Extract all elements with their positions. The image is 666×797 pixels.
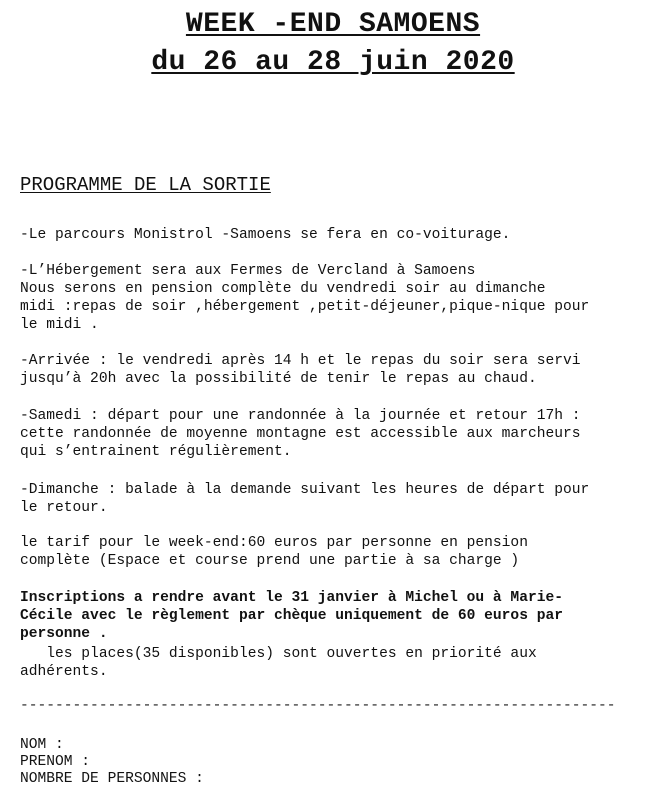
form-label-nombre-personnes: NOMBRE DE PERSONNES : xyxy=(20,771,204,787)
text-line: le tarif pour le week-end:60 euros par personne en pension xyxy=(20,535,528,551)
paragraph-samedi xyxy=(20,407,660,461)
text-line: complète (Espace et course prend une partie à sa charge ) xyxy=(20,553,520,569)
paragraph-arrivee xyxy=(20,352,660,388)
document-title-line-1: WEEK -END SAMOENS xyxy=(185,9,481,40)
paragraph-tarif xyxy=(20,534,660,570)
section-title: PROGRAMME DE LA SORTIE xyxy=(20,174,271,196)
text-line: adhérents. xyxy=(20,664,108,680)
text-line: les places(35 disponibles) sont ouvertes en priorité aux xyxy=(20,646,537,662)
text-line: -Arrivée : le vendredi après 14 h et le repas du soir sera servi xyxy=(20,353,581,369)
text-line: cette randonnée de moyenne montagne est accessible aux marcheurs xyxy=(20,426,581,442)
paragraph-hebergement xyxy=(20,262,660,334)
form-label-nom: NOM : xyxy=(20,737,64,753)
paragraph-dimanche xyxy=(20,481,660,517)
text-line: jusqu’à 20h avec la possibilité de tenir le repas au chaud. xyxy=(20,371,537,387)
paragraph-places xyxy=(20,645,660,681)
text-line: Cécile avec le règlement par chèque uniquement de 60 euros par xyxy=(20,608,563,624)
paragraph-covoiturage xyxy=(20,226,660,244)
document-title-line-2: du 26 au 28 juin 2020 xyxy=(151,47,515,78)
text-line: Nous serons en pension complète du vendredi soir au dimanche xyxy=(20,281,546,297)
text-line: qui s’entrainent régulièrement. xyxy=(20,444,292,460)
text-line: -Le parcours Monistrol -Samoens se fera en co-voiturage. xyxy=(20,227,511,243)
form-label-prenom: PRENOM : xyxy=(20,754,91,770)
text-line: midi :repas de soir ,hébergement ,petit-déjeuner,pique-nique pour xyxy=(20,299,590,315)
text-line: Inscriptions a rendre avant le 31 janvier à Michel ou à Marie- xyxy=(20,590,563,606)
text-line: personne . xyxy=(20,626,108,642)
text-line: -L’Hébergement sera aux Fermes de Vercland à Samoens xyxy=(20,263,476,279)
text-line: le retour. xyxy=(20,500,108,516)
paragraph-inscriptions xyxy=(20,589,660,643)
text-line: -Dimanche : balade à la demande suivant les heures de départ pour xyxy=(20,482,590,498)
dashed-separator: -------------------------------------------------------------------- xyxy=(20,698,616,714)
text-line: le midi . xyxy=(20,317,99,333)
text-line: -Samedi : départ pour une randonnée à la journée et retour 17h : xyxy=(20,408,581,424)
